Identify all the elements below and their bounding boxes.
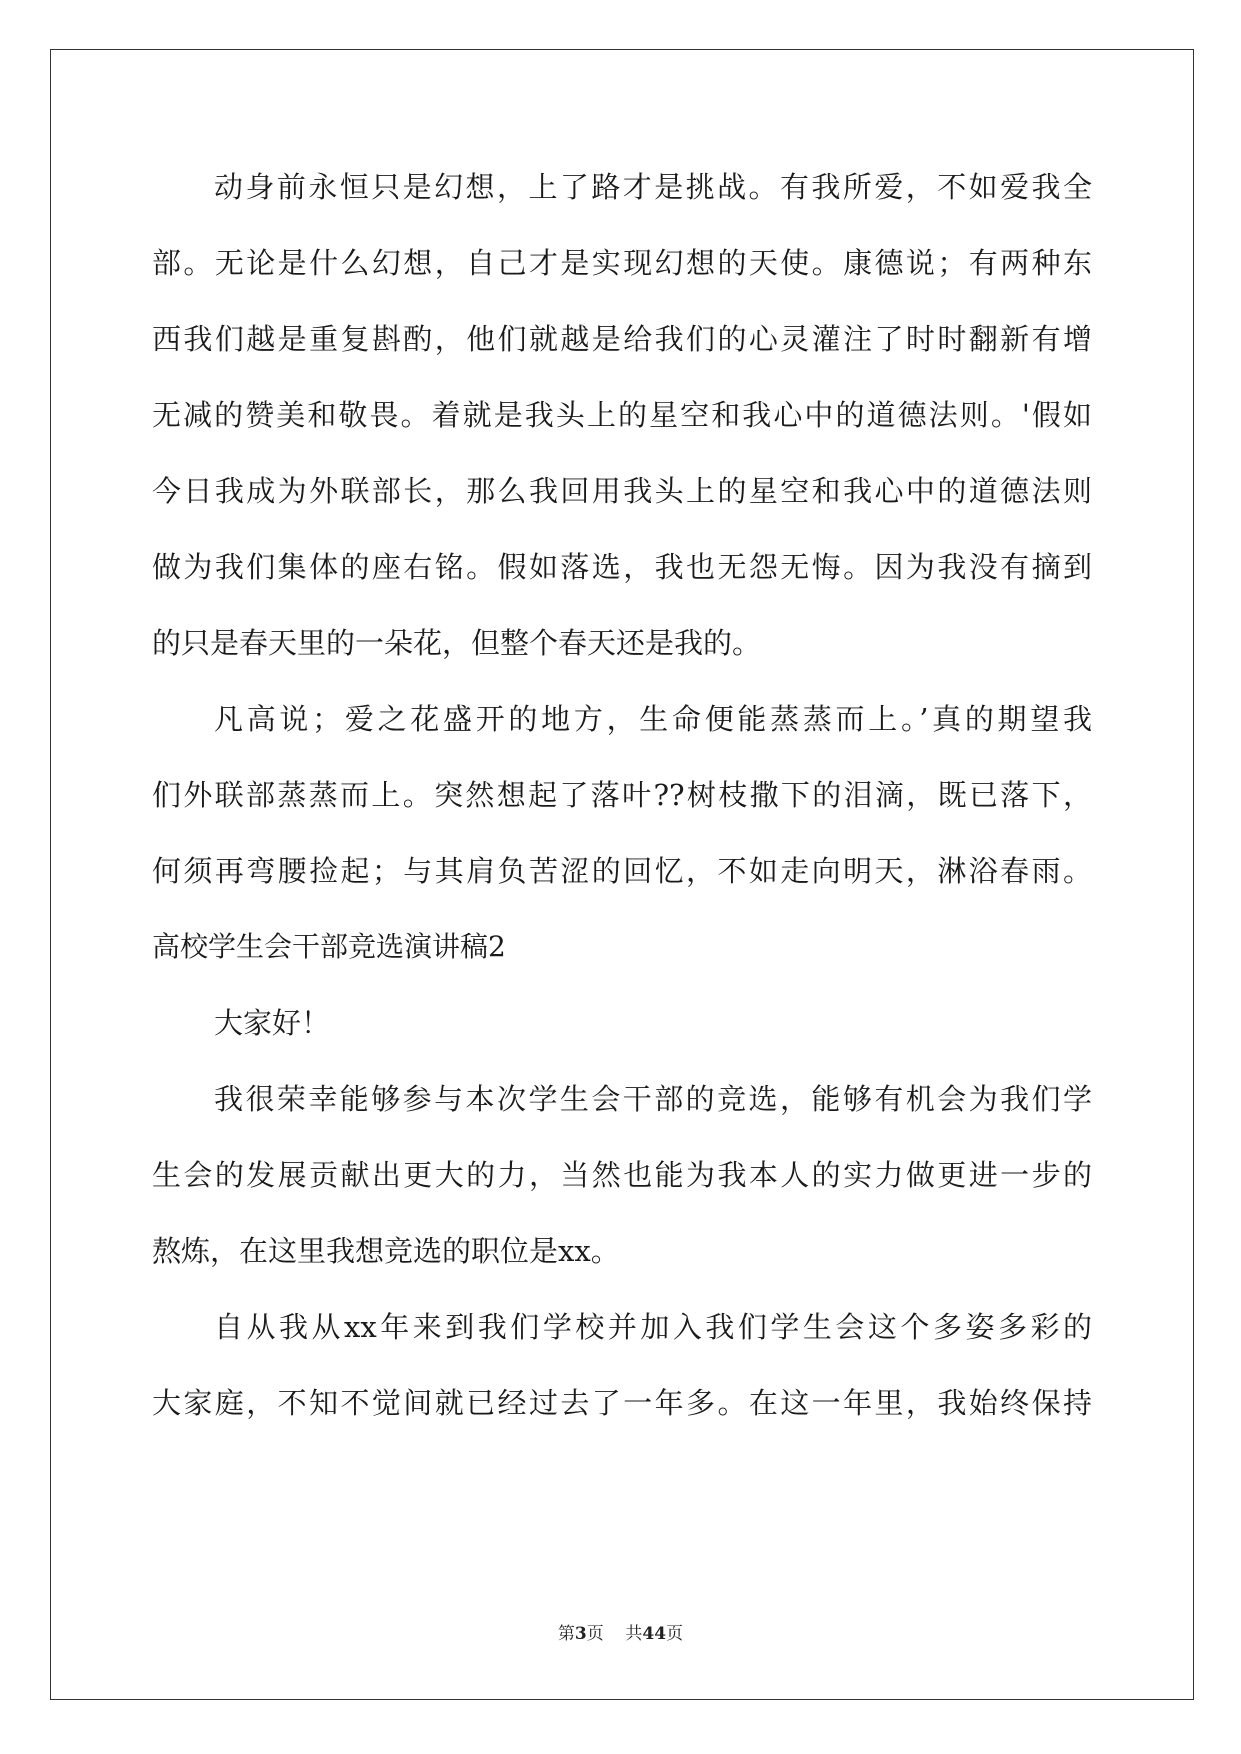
paragraph-1-line-1: 动身前永恒只是幻想，上了路才是挑战。有我所爱，不如爱我全 (214, 170, 1092, 204)
footer-total-suffix: 页 (666, 1624, 684, 1644)
paragraph-1-line-5: 今日我成为外联部长，那么我回用我头上的星空和我心中的道德法则 (152, 474, 1092, 508)
paragraph-2-line-2: 们外联部蒸蒸而上。突然想起了落叶??树枝撒下的泪滴，既已落下， (152, 778, 1092, 812)
footer-total-pages: 44 (642, 1624, 667, 1644)
greeting: 大家好！ (214, 1006, 331, 1040)
footer-prefix: 第 (557, 1624, 575, 1644)
paragraph-3-line-3: 熬炼，在这里我想竞选的职位是xx。 (152, 1234, 620, 1268)
paragraph-3-line-2: 生会的发展贡献出更大的力，当然也能为我本人的实力做更进一步的 (152, 1158, 1092, 1192)
page-footer (0, 1622, 1241, 1646)
paragraph-2-line-3: 何须再弯腰捡起；与其肩负苦涩的回忆，不如走向明天，淋浴春雨。 (152, 854, 1092, 888)
section-heading: 高校学生会干部竞选演讲稿2 (152, 930, 506, 963)
paragraph-4-line-2: 大家庭，不知不觉间就已经过去了一年多。在这一年里，我始终保持 (152, 1386, 1092, 1420)
footer-total-prefix: 共 (625, 1624, 643, 1644)
paragraph-1-line-4: 无减的赞美和敬畏。着就是我头上的星空和我心中的道德法则。'假如 (152, 398, 1092, 432)
paragraph-1-line-2: 部。无论是什么幻想，自己才是实现幻想的天使。康德说；有两种东 (152, 246, 1092, 280)
paragraph-2-line-1: 凡高说；爱之花盛开的地方，生命便能蒸蒸而上。’真的期望我 (214, 702, 1092, 736)
paragraph-4-line-1: 自从我从xx年来到我们学校并加入我们学生会这个多姿多彩的 (214, 1310, 1092, 1344)
footer-page-suffix: 页 (586, 1624, 604, 1644)
paragraph-1-line-3: 西我们越是重复斟酌，他们就越是给我们的心灵灌注了时时翻新有增 (152, 322, 1092, 356)
footer-page-number: 3 (574, 1624, 587, 1644)
paragraph-3-line-1: 我很荣幸能够参与本次学生会干部的竞选，能够有机会为我们学 (214, 1082, 1092, 1116)
paragraph-1-line-7: 的只是春天里的一朵花，但整个春天还是我的。 (152, 626, 762, 660)
paragraph-1-line-6: 做为我们集体的座右铭。假如落选，我也无怨无悔。因为我没有摘到 (152, 550, 1092, 584)
